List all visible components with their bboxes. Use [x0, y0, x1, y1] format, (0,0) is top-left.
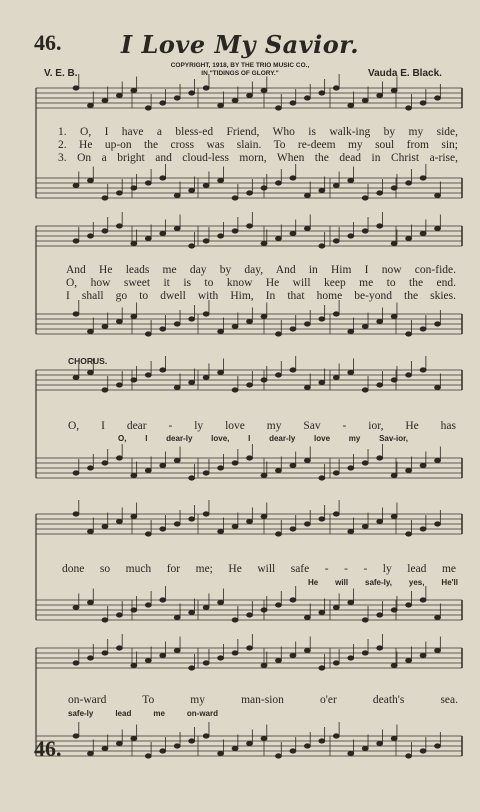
note-head [275, 181, 281, 185]
note-head [319, 91, 325, 95]
note-head [203, 512, 209, 516]
note-head [145, 236, 151, 240]
note-head [145, 468, 151, 472]
note-head [304, 744, 310, 748]
note-head [420, 463, 426, 467]
note-head [362, 461, 368, 465]
note-head [218, 234, 224, 238]
note-head [203, 183, 209, 187]
note-head [247, 383, 253, 387]
note-head [87, 466, 93, 470]
note-head [261, 378, 267, 382]
note-head [406, 236, 412, 240]
composer: Vauda E. Black. [368, 68, 442, 79]
note-head [333, 86, 339, 90]
note-head [73, 183, 79, 187]
note-head [116, 93, 122, 97]
note-head [174, 385, 180, 389]
note-head [391, 186, 397, 190]
note-head [87, 600, 93, 604]
note-head [203, 605, 209, 609]
note-head [377, 224, 383, 228]
note-head [232, 746, 238, 750]
note-head [174, 615, 180, 619]
note-head [189, 610, 195, 614]
note-head [174, 226, 180, 230]
note-head [362, 324, 368, 328]
note-head [116, 319, 122, 323]
note-head [420, 598, 426, 602]
note-head [261, 473, 267, 477]
note-head [160, 653, 166, 657]
note-head [116, 613, 122, 617]
note-head [87, 103, 93, 107]
note-head [189, 517, 195, 521]
note-head [203, 239, 209, 243]
note-head [435, 522, 441, 526]
note-head [232, 98, 238, 102]
note-head [145, 603, 151, 607]
note-head [420, 527, 426, 531]
note-head [319, 666, 325, 670]
note-head [145, 754, 151, 758]
note-head [319, 476, 325, 480]
note-head [406, 754, 412, 758]
note-head [218, 656, 224, 660]
note-head [275, 236, 281, 240]
verse-3-line-2: I shall go to dwell with Him, In that home be-yond the skies. [66, 290, 456, 302]
note-head [160, 527, 166, 531]
note-head [391, 241, 397, 245]
note-head [203, 375, 209, 379]
note-head [116, 224, 122, 228]
note-head [333, 471, 339, 475]
note-head [362, 524, 368, 528]
note-head [261, 736, 267, 740]
note-head [275, 754, 281, 758]
note-head [160, 749, 166, 753]
note-head [247, 519, 253, 523]
note-head [420, 749, 426, 753]
note-head [435, 322, 441, 326]
note-head [275, 603, 281, 607]
note-head [174, 744, 180, 748]
note-head [348, 178, 354, 182]
note-head [348, 656, 354, 660]
note-head [362, 388, 368, 392]
note-head [131, 241, 137, 245]
note-head [73, 86, 79, 90]
note-head [304, 193, 310, 197]
note-head [391, 514, 397, 518]
note-head [333, 375, 339, 379]
note-head [319, 317, 325, 321]
note-head [160, 231, 166, 235]
note-head [362, 98, 368, 102]
page-number: 46. [34, 736, 62, 761]
note-head [189, 666, 195, 670]
note-head [218, 329, 224, 333]
note-head [333, 312, 339, 316]
note-head [102, 651, 108, 655]
note-head [377, 191, 383, 195]
note-head [73, 471, 79, 475]
note-head [377, 383, 383, 387]
note-head [145, 373, 151, 377]
note-head [87, 656, 93, 660]
note-head [261, 514, 267, 518]
note-head [290, 598, 296, 602]
note-head [189, 188, 195, 192]
note-head [319, 517, 325, 521]
note-head [333, 661, 339, 665]
note-head [348, 751, 354, 755]
note-head [160, 368, 166, 372]
note-head [145, 658, 151, 662]
note-head [377, 613, 383, 617]
note-head [435, 226, 441, 230]
note-head [232, 229, 238, 233]
note-head [391, 608, 397, 612]
note-head [247, 613, 253, 617]
note-head [304, 226, 310, 230]
note-head [203, 471, 209, 475]
note-head [116, 741, 122, 745]
note-head [406, 658, 412, 662]
note-head [102, 746, 108, 750]
note-head [116, 191, 122, 195]
chorus-label: CHORUS. [68, 356, 108, 366]
note-head [247, 741, 253, 745]
note-head [87, 751, 93, 755]
note-head [174, 322, 180, 326]
note-head [362, 746, 368, 750]
note-head [348, 466, 354, 470]
note-head [160, 176, 166, 180]
note-head [145, 532, 151, 536]
note-head [218, 751, 224, 755]
note-head [391, 473, 397, 477]
note-head [174, 193, 180, 197]
note-head [406, 532, 412, 536]
note-head [232, 524, 238, 528]
note-head [319, 739, 325, 743]
chorus-line-2: done so much for me; He will safe - - - ly lead me [62, 563, 456, 575]
note-head [290, 653, 296, 657]
note-head [348, 529, 354, 533]
note-head [232, 388, 238, 392]
note-head [232, 196, 238, 200]
note-head [261, 314, 267, 318]
note-head [218, 466, 224, 470]
note-head [73, 605, 79, 609]
note-head [435, 648, 441, 652]
note-head [189, 244, 195, 248]
note-head [189, 739, 195, 743]
note-head [420, 176, 426, 180]
note-head [116, 646, 122, 650]
note-head [304, 648, 310, 652]
note-head [275, 106, 281, 110]
note-head [174, 96, 180, 100]
note-head [160, 327, 166, 331]
note-head [247, 319, 253, 323]
note-head [218, 600, 224, 604]
note-head [102, 324, 108, 328]
note-head [203, 86, 209, 90]
note-head [145, 332, 151, 336]
chorus-line-3-bass: safe-ly lead me on-ward [68, 709, 218, 718]
note-head [102, 196, 108, 200]
note-head [435, 193, 441, 197]
note-head [377, 741, 383, 745]
note-head [290, 749, 296, 753]
note-head [304, 322, 310, 326]
verse-2-line-2: O, how sweet it is to know He will keep me to the end. [66, 277, 456, 289]
chorus-line-1: O, I dear - ly love my Sav - ior, He has [68, 420, 456, 432]
hymn-number: 46. [34, 30, 62, 55]
note-head [348, 329, 354, 333]
note-head [131, 186, 137, 190]
note-head [435, 615, 441, 619]
note-head [377, 456, 383, 460]
note-head [435, 744, 441, 748]
note-head [102, 229, 108, 233]
note-head [362, 651, 368, 655]
note-head [203, 734, 209, 738]
note-head [189, 380, 195, 384]
note-head [131, 473, 137, 477]
note-head [247, 191, 253, 195]
note-head [391, 88, 397, 92]
note-head [391, 314, 397, 318]
note-head [290, 101, 296, 105]
note-head [102, 388, 108, 392]
note-head [406, 468, 412, 472]
note-head [290, 176, 296, 180]
note-head [102, 618, 108, 622]
note-head [420, 231, 426, 235]
note-head [391, 736, 397, 740]
note-head [160, 101, 166, 105]
note-head [304, 615, 310, 619]
note-head [102, 461, 108, 465]
note-head [435, 458, 441, 462]
note-head [406, 332, 412, 336]
note-head [275, 532, 281, 536]
note-head [247, 456, 253, 460]
note-head [218, 178, 224, 182]
note-head [391, 378, 397, 382]
note-head [333, 605, 339, 609]
verse-2-line-1: 2. He up-on the cross was slain. To re-deem my soul from sin; [58, 139, 458, 151]
note-head [203, 661, 209, 665]
note-head [87, 234, 93, 238]
note-head [304, 96, 310, 100]
note-head [232, 651, 238, 655]
note-head [102, 524, 108, 528]
note-head [333, 734, 339, 738]
note-head [73, 512, 79, 516]
note-head [420, 653, 426, 657]
note-head [131, 736, 137, 740]
copyright-line-2: IN "TIDINGS OF GLORY." [201, 70, 279, 77]
note-head [131, 608, 137, 612]
note-head [290, 463, 296, 467]
note-head [319, 244, 325, 248]
note-head [319, 610, 325, 614]
note-head [377, 319, 383, 323]
note-head [73, 239, 79, 243]
note-head [362, 196, 368, 200]
note-head [247, 224, 253, 228]
note-head [218, 529, 224, 533]
hymn-title: I Love My Savior. [120, 30, 360, 59]
note-head [73, 661, 79, 665]
note-head [435, 96, 441, 100]
note-head [275, 468, 281, 472]
note-head [218, 103, 224, 107]
lyricist: V. E. B. [44, 68, 78, 79]
note-head [73, 375, 79, 379]
note-head [73, 734, 79, 738]
note-head [362, 618, 368, 622]
note-head [116, 383, 122, 387]
note-head [261, 186, 267, 190]
verse-1-line-1: 1. O, I have a bless-ed Friend, Who is walk-ing by my side, [58, 126, 458, 138]
note-head [261, 88, 267, 92]
note-head [174, 648, 180, 652]
note-head [290, 327, 296, 331]
note-head [275, 332, 281, 336]
note-head [203, 312, 209, 316]
copyright-line-1: COPYRIGHT, 1918, BY THE TRIO MUSIC CO., [170, 62, 310, 69]
note-head [348, 370, 354, 374]
note-head [131, 663, 137, 667]
note-head [174, 522, 180, 526]
note-head [420, 368, 426, 372]
note-head [102, 98, 108, 102]
note-head [87, 529, 93, 533]
note-head [290, 527, 296, 531]
note-head [348, 600, 354, 604]
note-head [391, 663, 397, 667]
note-head [160, 463, 166, 467]
note-head [189, 91, 195, 95]
note-head [73, 312, 79, 316]
note-head [377, 519, 383, 523]
note-head [218, 370, 224, 374]
note-head [131, 378, 137, 382]
note-head [275, 373, 281, 377]
note-head [87, 370, 93, 374]
chorus-line-3: on-ward To my man-sion o'er death's sea. [68, 694, 458, 706]
note-head [348, 103, 354, 107]
note-head [145, 106, 151, 110]
note-head [131, 314, 137, 318]
note-head [87, 329, 93, 333]
note-head [275, 658, 281, 662]
note-head [304, 458, 310, 462]
note-head [160, 598, 166, 602]
note-head [232, 324, 238, 328]
note-head [232, 461, 238, 465]
note-head [174, 458, 180, 462]
note-head [333, 512, 339, 516]
note-head [362, 229, 368, 233]
note-head [261, 241, 267, 245]
note-head [420, 327, 426, 331]
note-head [247, 93, 253, 97]
note-head [406, 106, 412, 110]
note-head [247, 646, 253, 650]
note-head [406, 373, 412, 377]
note-head [319, 380, 325, 384]
verse-3-line-1: 3. On a bright and cloud-less morn, When the dead in Christ a-rise, [58, 152, 458, 164]
note-head [406, 181, 412, 185]
note-head [377, 646, 383, 650]
note-head [304, 385, 310, 389]
note-head [116, 456, 122, 460]
note-head [232, 618, 238, 622]
note-head [131, 88, 137, 92]
note-head [333, 183, 339, 187]
note-head [189, 317, 195, 321]
note-head [377, 93, 383, 97]
note-head [261, 608, 267, 612]
verse-1-line-2: And He leads me day by day, And in Him I now con-fide. [66, 264, 456, 276]
note-head [406, 603, 412, 607]
note-head [319, 188, 325, 192]
note-head [131, 514, 137, 518]
chorus-line-1-bass: O, I dear-ly love, I dear-ly love my Sav-ior, [118, 434, 408, 443]
note-head [435, 385, 441, 389]
note-head [348, 234, 354, 238]
note-head [145, 181, 151, 185]
chorus-line-2-bass: He will safe-ly, yes, He'll [308, 578, 458, 587]
note-head [304, 522, 310, 526]
note-head [333, 239, 339, 243]
note-head [116, 519, 122, 523]
note-head [290, 368, 296, 372]
note-head [261, 663, 267, 667]
note-head [420, 101, 426, 105]
note-head [87, 178, 93, 182]
note-head [189, 476, 195, 480]
note-head [290, 231, 296, 235]
